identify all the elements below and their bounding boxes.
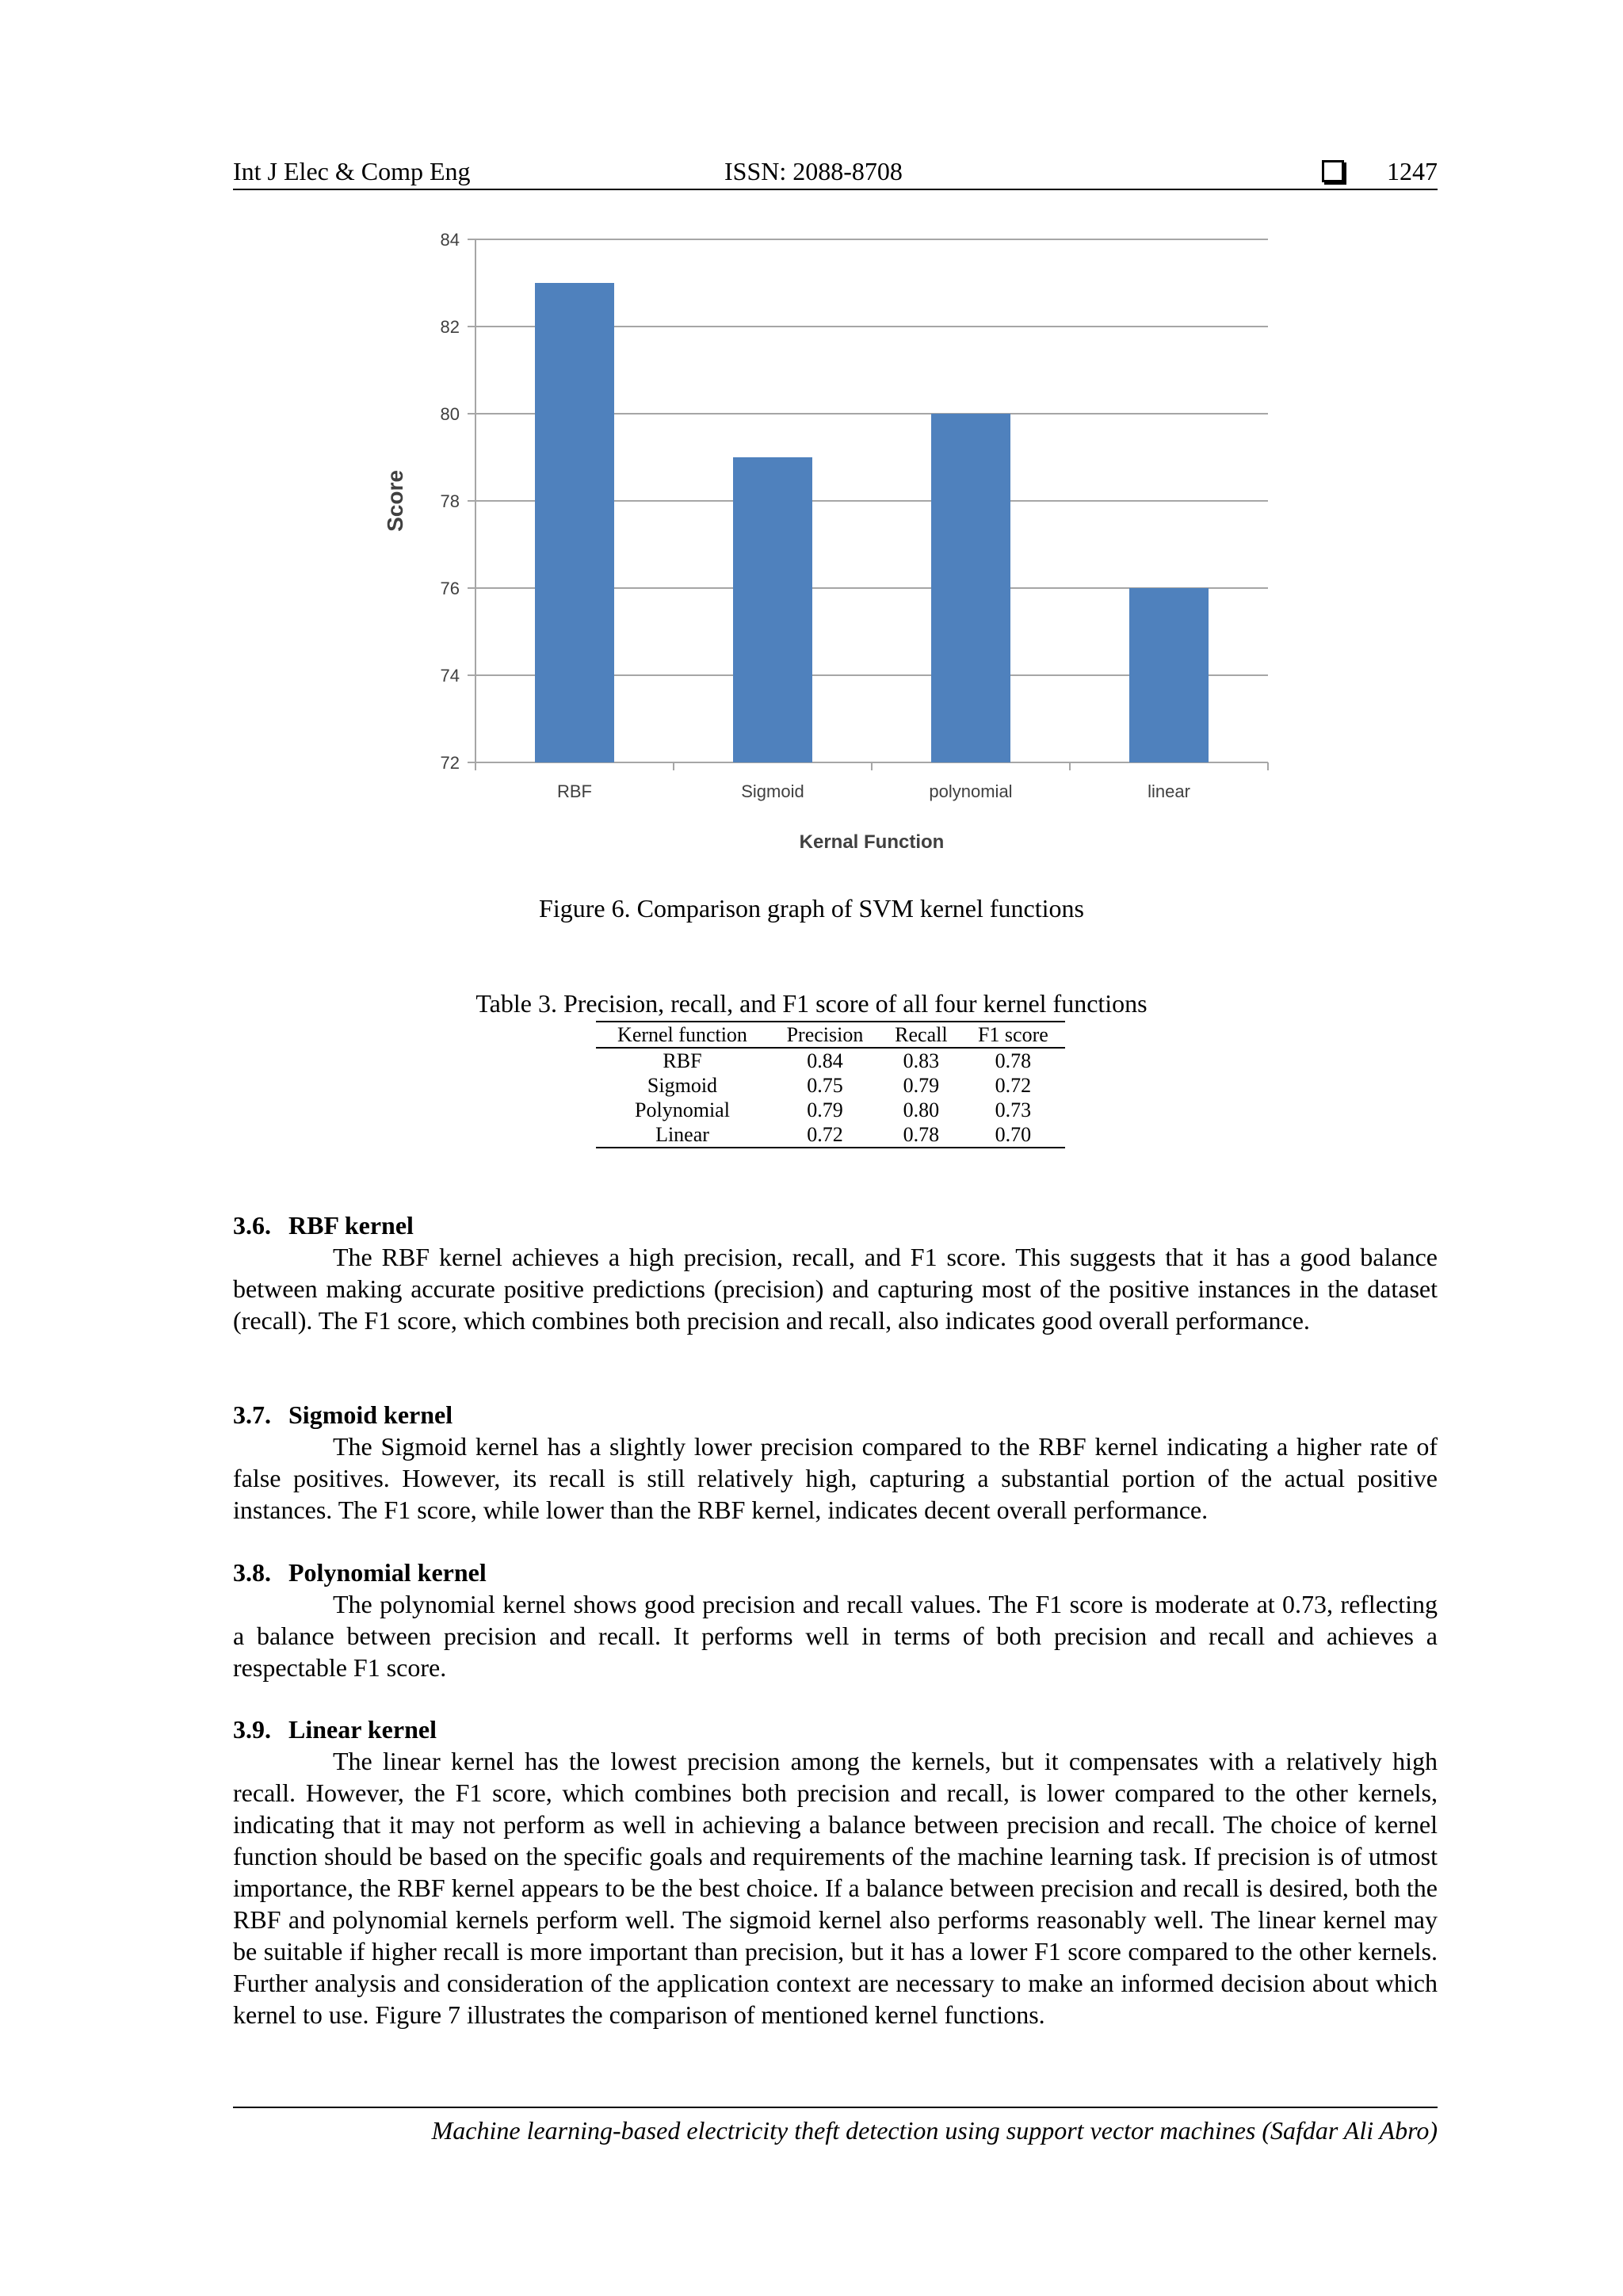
y-tick-label: 82	[440, 317, 460, 337]
column-header: Recall	[881, 1022, 961, 1048]
table-cell: 0.78	[903, 1123, 940, 1146]
x-tick-label: polynomial	[929, 781, 1013, 801]
paragraph: The Sigmoid kernel has a slightly lower precision compared to the RBF kernel indicating a higher rate of false positives. However, its recall is still relatively high, capturing a substantial portion of the actual positive instances. The F1 score, while lower than the RBF kernel, indicates decent overall performance.	[233, 1432, 1438, 1524]
bar-chart-svg	[372, 214, 1284, 872]
section-title: Sigmoid kernel	[288, 1400, 453, 1429]
x-tick-label: Sigmoid	[741, 781, 804, 801]
section-title: Linear kernel	[288, 1715, 437, 1744]
section-3-8	[233, 1557, 1438, 1683]
y-tick-label: 78	[440, 491, 460, 511]
table-cell: RBF	[663, 1049, 702, 1072]
table-cell: 0.79	[903, 1074, 940, 1097]
section-heading	[233, 1557, 1438, 1588]
paragraph: The linear kernel has the lowest precision among the kernels, but it compensates with a relatively high recall. However, the F1 score, which combines both precision and recall, is lower compared to the other kernels, indicating that it may not perform as well in achieving a balance between precision and recall. The choice of kernel function should be based on the specific goals and requirements of the machine learning task. If precision is of utmost importance, the RBF kernel appears to be the best choice. If a balance between precision and recall is desired, both the RBF and polynomial kernels perform well. The sigmoid kernel also performs reasonably well. The linear kernel may be suitable if higher recall is more important than precision, but it has a lower F1 score compared to the other kernels. Further analysis and consideration of the application context are necessary to make an informed decision about which kernel to use. Figure 7 illustrates the comparison of mentioned kernel functions.	[233, 1747, 1438, 2029]
table-cell: 0.80	[903, 1098, 940, 1121]
running-header	[233, 155, 1438, 190]
paragraph: The RBF kernel achieves a high precision, recall, and F1 score. This suggests that it has a good balance between making accurate positive predictions (precision) and capturing most of the positive instances in the dataset (recall). The F1 score, which combines both precision and recall, also indicates good overall performance.	[233, 1243, 1438, 1335]
table-row	[596, 1048, 1065, 1073]
page-number: 1247	[1387, 157, 1438, 185]
section-3-9	[233, 1713, 1438, 2030]
x-axis-title: Kernal Function	[799, 831, 945, 853]
bar	[733, 457, 812, 762]
y-tick-label: 74	[440, 666, 460, 686]
section-3-6	[233, 1209, 1438, 1336]
table-cell: 0.73	[995, 1098, 1032, 1121]
table-header-row	[596, 1022, 1065, 1048]
section-number: 3.7.	[233, 1400, 271, 1429]
column-header: Kernel function	[596, 1022, 769, 1048]
square-bullet-icon	[1322, 160, 1344, 182]
bar	[1129, 588, 1209, 762]
column-header: F1 score	[961, 1022, 1065, 1048]
table-cell: Sigmoid	[647, 1074, 718, 1097]
journal-name: Int J Elec & Comp Eng	[233, 157, 471, 185]
figure-caption: Figure 6. Comparison graph of SVM kernel functions	[539, 894, 1084, 923]
table-cell: 0.75	[807, 1074, 843, 1097]
paragraph: The polynomial kernel shows good precision and recall values. The F1 score is moderate at 0.73, reflecting a balance between precision and recall. It performs well in terms of both precision and recall and achieves a respectable F1 score.	[233, 1590, 1438, 1682]
bar	[535, 283, 614, 762]
x-tick-label: RBF	[557, 781, 592, 801]
section-title: Polynomial kernel	[288, 1558, 487, 1587]
column-header: Precision	[769, 1022, 881, 1048]
table-cell: Linear	[655, 1123, 709, 1146]
table-caption: Table 3. Precision, recall, and F1 score of all four kernel functions	[475, 989, 1148, 1018]
bar	[931, 414, 1010, 762]
y-tick-label: 84	[440, 230, 460, 250]
table-cell: 0.83	[903, 1049, 940, 1072]
section-title: RBF kernel	[288, 1211, 414, 1240]
table-row	[596, 1073, 1065, 1098]
table-cell: 0.72	[807, 1123, 843, 1146]
y-axis-title: Score	[383, 470, 407, 532]
table-cell: 0.78	[995, 1049, 1032, 1072]
results-table	[596, 1021, 1065, 1148]
section-heading	[233, 1209, 1438, 1241]
section-number: 3.6.	[233, 1211, 271, 1240]
bar-chart	[372, 214, 1284, 876]
section-number: 3.8.	[233, 1558, 271, 1587]
table-cell: Polynomial	[635, 1098, 730, 1121]
table-cell: 0.79	[807, 1098, 843, 1121]
section-heading	[233, 1399, 1438, 1431]
section-number: 3.9.	[233, 1715, 271, 1744]
x-tick-label: linear	[1148, 781, 1190, 801]
table-cell: 0.70	[995, 1123, 1032, 1146]
section-heading	[233, 1713, 1438, 1745]
table-row	[596, 1122, 1065, 1148]
table-cell: 0.72	[995, 1074, 1032, 1097]
table-row	[596, 1098, 1065, 1122]
running-footer: Machine learning-based electricity theft detection using support vector machines (Safdar Ali Abro)	[233, 2107, 1438, 2145]
y-tick-label: 72	[440, 753, 460, 773]
y-tick-label: 80	[440, 404, 460, 424]
y-tick-label: 76	[440, 579, 460, 598]
section-3-7	[233, 1399, 1438, 1526]
table-cell: 0.84	[807, 1049, 843, 1072]
issn: ISSN: 2088-8708	[724, 157, 903, 185]
